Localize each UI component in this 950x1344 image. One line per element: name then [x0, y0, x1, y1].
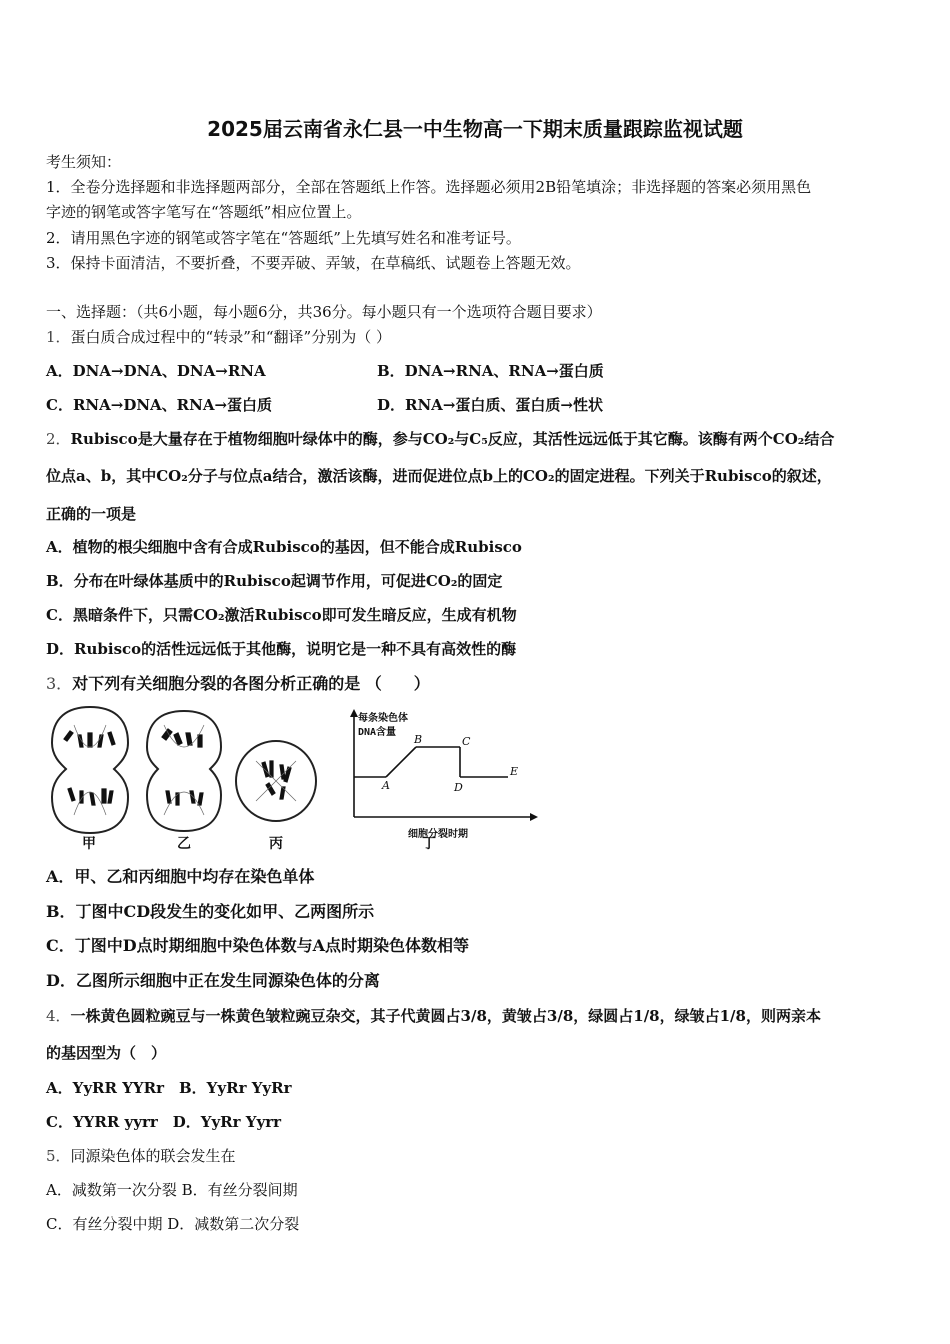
graph-point-e: E [510, 765, 519, 778]
option-a: A．DNA→DNA、DNA→RNA [46, 362, 266, 380]
cell-division-diagram [44, 705, 544, 855]
question-number: 5． [46, 1147, 71, 1165]
option-d: D．Rubisco的活性远远低于其他酶，说明它是一种不具有高效性的酶 [46, 640, 517, 658]
options-ab: A．减数第一次分裂 B．有丝分裂间期 [46, 1181, 298, 1199]
notice-item: 3．保持卡面清洁，不要折叠，不要弄破、弄皱，在草稿纸、试题卷上答题无效。 [46, 254, 581, 272]
options-cd: C．有丝分裂中期 D．减数第二次分裂 [46, 1215, 300, 1233]
page-title: 2025届云南省永仁县一中生物高一下期末质量跟踪监视试题 [207, 117, 743, 141]
question-text: 正确的一项是 [46, 505, 137, 523]
option-b: B．DNA→RNA、RNA→蛋白质 [377, 362, 604, 380]
option-d: D．RNA→蛋白质、蛋白质→性状 [377, 396, 603, 414]
options-ab: A．YyRR YYRr B．YyRr YyRr [46, 1079, 292, 1097]
question-5 [46, 1146, 236, 1166]
option-c: C．RNA→DNA、RNA→蛋白质 [46, 396, 273, 414]
graph-point-a: A [382, 779, 390, 792]
option-c: C．黑暗条件下，只需CO₂激活Rubisco即可发生暗反应，生成有机物 [46, 606, 517, 624]
figure-label-ding: 丁 [422, 836, 436, 852]
question-text: 一株黄色圆粒豌豆与一株黄色皱粒豌豆杂交，其子代黄圆占3/8，黄皱占3/8，绿圆占1/8，绿皱占1/8，则两亲本 [70, 1007, 821, 1025]
graph-ylabel: 每条染色体 [358, 713, 408, 724]
question-1 [46, 327, 391, 347]
option-a: A．植物的根尖细胞中含有合成Rubisco的基因，但不能合成Rubisco [46, 538, 522, 556]
figure-label-yi: 乙 [177, 836, 191, 852]
question-3 [46, 674, 430, 694]
notice-heading: 考生须知： [46, 153, 122, 171]
notice-item: 字迹的钢笔或答字笔写在“答题纸”相应位置上。 [46, 203, 362, 221]
section-heading: 一、选择题：（共6小题，每小题6分，共36分。每小题只有一个选项符合题目要求） [46, 303, 602, 321]
question-2 [46, 429, 834, 449]
question-text: 对下列有关细胞分裂的各图分析正确的是 （ ） [72, 674, 430, 693]
option-b: B．丁图中CD段发生的变化如甲、乙两图所示 [46, 902, 375, 921]
question-text: Rubisco是大量存在于植物细胞叶绿体中的酶，参与CO₂与C₅反应，其活性远远低于其它酶。该酶有两个CO₂结合 [70, 430, 835, 448]
options-cd: C．YYRR yyrr D．YyRr Yyrr [46, 1113, 281, 1131]
question-text: 蛋白质合成过程中的“转录”和“翻译”分别为（ ） [70, 328, 391, 346]
graph-point-b: B [414, 733, 423, 746]
question-4 [46, 1006, 821, 1026]
graph-ylabel: DNA含量 [358, 727, 397, 738]
figure-label-bing: 丙 [269, 836, 283, 852]
graph-point-c: C [462, 735, 471, 748]
question-number: 2． [46, 430, 71, 448]
notice-item: 1．全卷分选择题和非选择题两部分，全部在答题纸上作答。选择题必须用2B铅笔填涂；非选择题的答案必须用黑色 [46, 178, 812, 196]
question-text: 位点a、b，其中CO₂分子与位点a结合，激活该酶，进而促进位点b上的CO₂的固定进程。下列关于Rubisco的叙述， [46, 467, 832, 485]
cell-division-figure [44, 705, 544, 855]
option-b: B．分布在叶绿体基质中的Rubisco起调节作用，可促进CO₂的固定 [46, 572, 503, 590]
option-d: D．乙图所示细胞中正在发生同源染色体的分离 [46, 971, 380, 990]
graph-xlabel: 细胞分裂时期 [408, 829, 468, 840]
question-text: 同源染色体的联会发生在 [70, 1147, 236, 1165]
question-number: 1． [46, 328, 71, 346]
notice-item: 2．请用黑色字迹的钢笔或答字笔在“答题纸”上先填写姓名和准考证号。 [46, 229, 521, 247]
question-text: 的基因型为（ ） [46, 1044, 167, 1062]
option-c: C．丁图中D点时期细胞中染色体数与A点时期染色体数相等 [46, 936, 470, 955]
option-a: A．甲、乙和丙细胞中均存在染色单体 [46, 867, 315, 886]
question-number: 3． [46, 674, 73, 693]
graph-point-d: D [454, 781, 463, 794]
figure-label-jia: 甲 [82, 836, 96, 852]
question-number: 4． [46, 1007, 71, 1025]
